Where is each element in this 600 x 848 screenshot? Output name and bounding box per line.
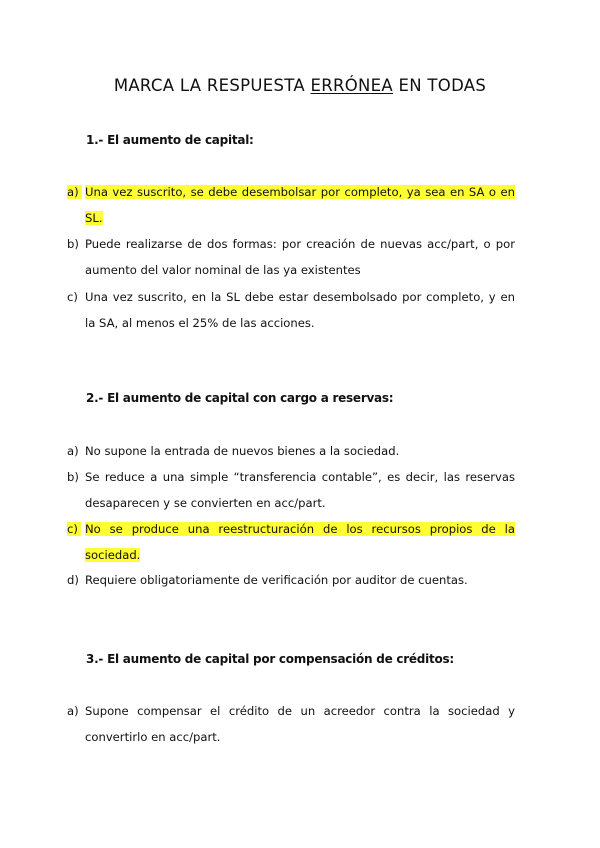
question-2-option-b	[67, 464, 515, 516]
question-2-option-a	[67, 438, 515, 464]
question-1-option-c	[67, 284, 515, 336]
question-3-title: 3.- El aumento de capital por compensación de créditos:	[86, 652, 454, 666]
option-text: Una vez suscrito, en la SL debe estar desembolsado por completo, y en la SA, al menos el 25% de las acciones.	[85, 290, 515, 330]
title-prefix: MARCA LA RESPUESTA	[113, 76, 311, 95]
option-letter: a)	[67, 185, 82, 199]
option-text-highlighted: No se produce una reestructuración de los recursos propios de la sociedad.	[85, 522, 515, 562]
option-text: Supone compensar el crédito de un acreedor contra la sociedad y convertirlo en acc/part.	[85, 704, 515, 744]
option-letter: a)	[67, 444, 79, 458]
question-2-option-d	[67, 567, 515, 593]
title-emphasis: ERRÓNEA	[310, 76, 393, 95]
option-letter: c)	[67, 522, 81, 536]
option-text-highlighted: Una vez suscrito, se debe desembolsar por completo, ya sea en SA o en SL.	[85, 185, 515, 225]
option-letter: b)	[67, 470, 79, 484]
question-2-option-c	[67, 516, 515, 568]
option-text: No supone la entrada de nuevos bienes a la sociedad.	[85, 444, 400, 458]
question-1-option-b	[67, 231, 515, 283]
question-3-option-a	[67, 698, 515, 750]
page-title	[0, 76, 600, 95]
option-letter: c)	[67, 290, 78, 304]
option-letter: a)	[67, 704, 79, 718]
option-text: Se reduce a una simple “transferencia contable”, es decir, las reservas desaparecen y se convierten en acc/part.	[85, 470, 515, 510]
question-1-option-a	[67, 179, 515, 231]
option-text: Requiere obligatoriamente de verificación por auditor de cuentas.	[85, 573, 468, 587]
title-suffix: EN TODAS	[392, 76, 487, 95]
option-letter: d)	[67, 573, 79, 587]
question-1-title: 1.- El aumento de capital:	[86, 133, 254, 147]
question-2-title: 2.- El aumento de capital con cargo a reservas:	[86, 391, 394, 405]
option-letter: b)	[67, 237, 79, 251]
option-text: Puede realizarse de dos formas: por creación de nuevas acc/part, o por aumento del valor nominal de las ya existentes	[85, 237, 515, 277]
